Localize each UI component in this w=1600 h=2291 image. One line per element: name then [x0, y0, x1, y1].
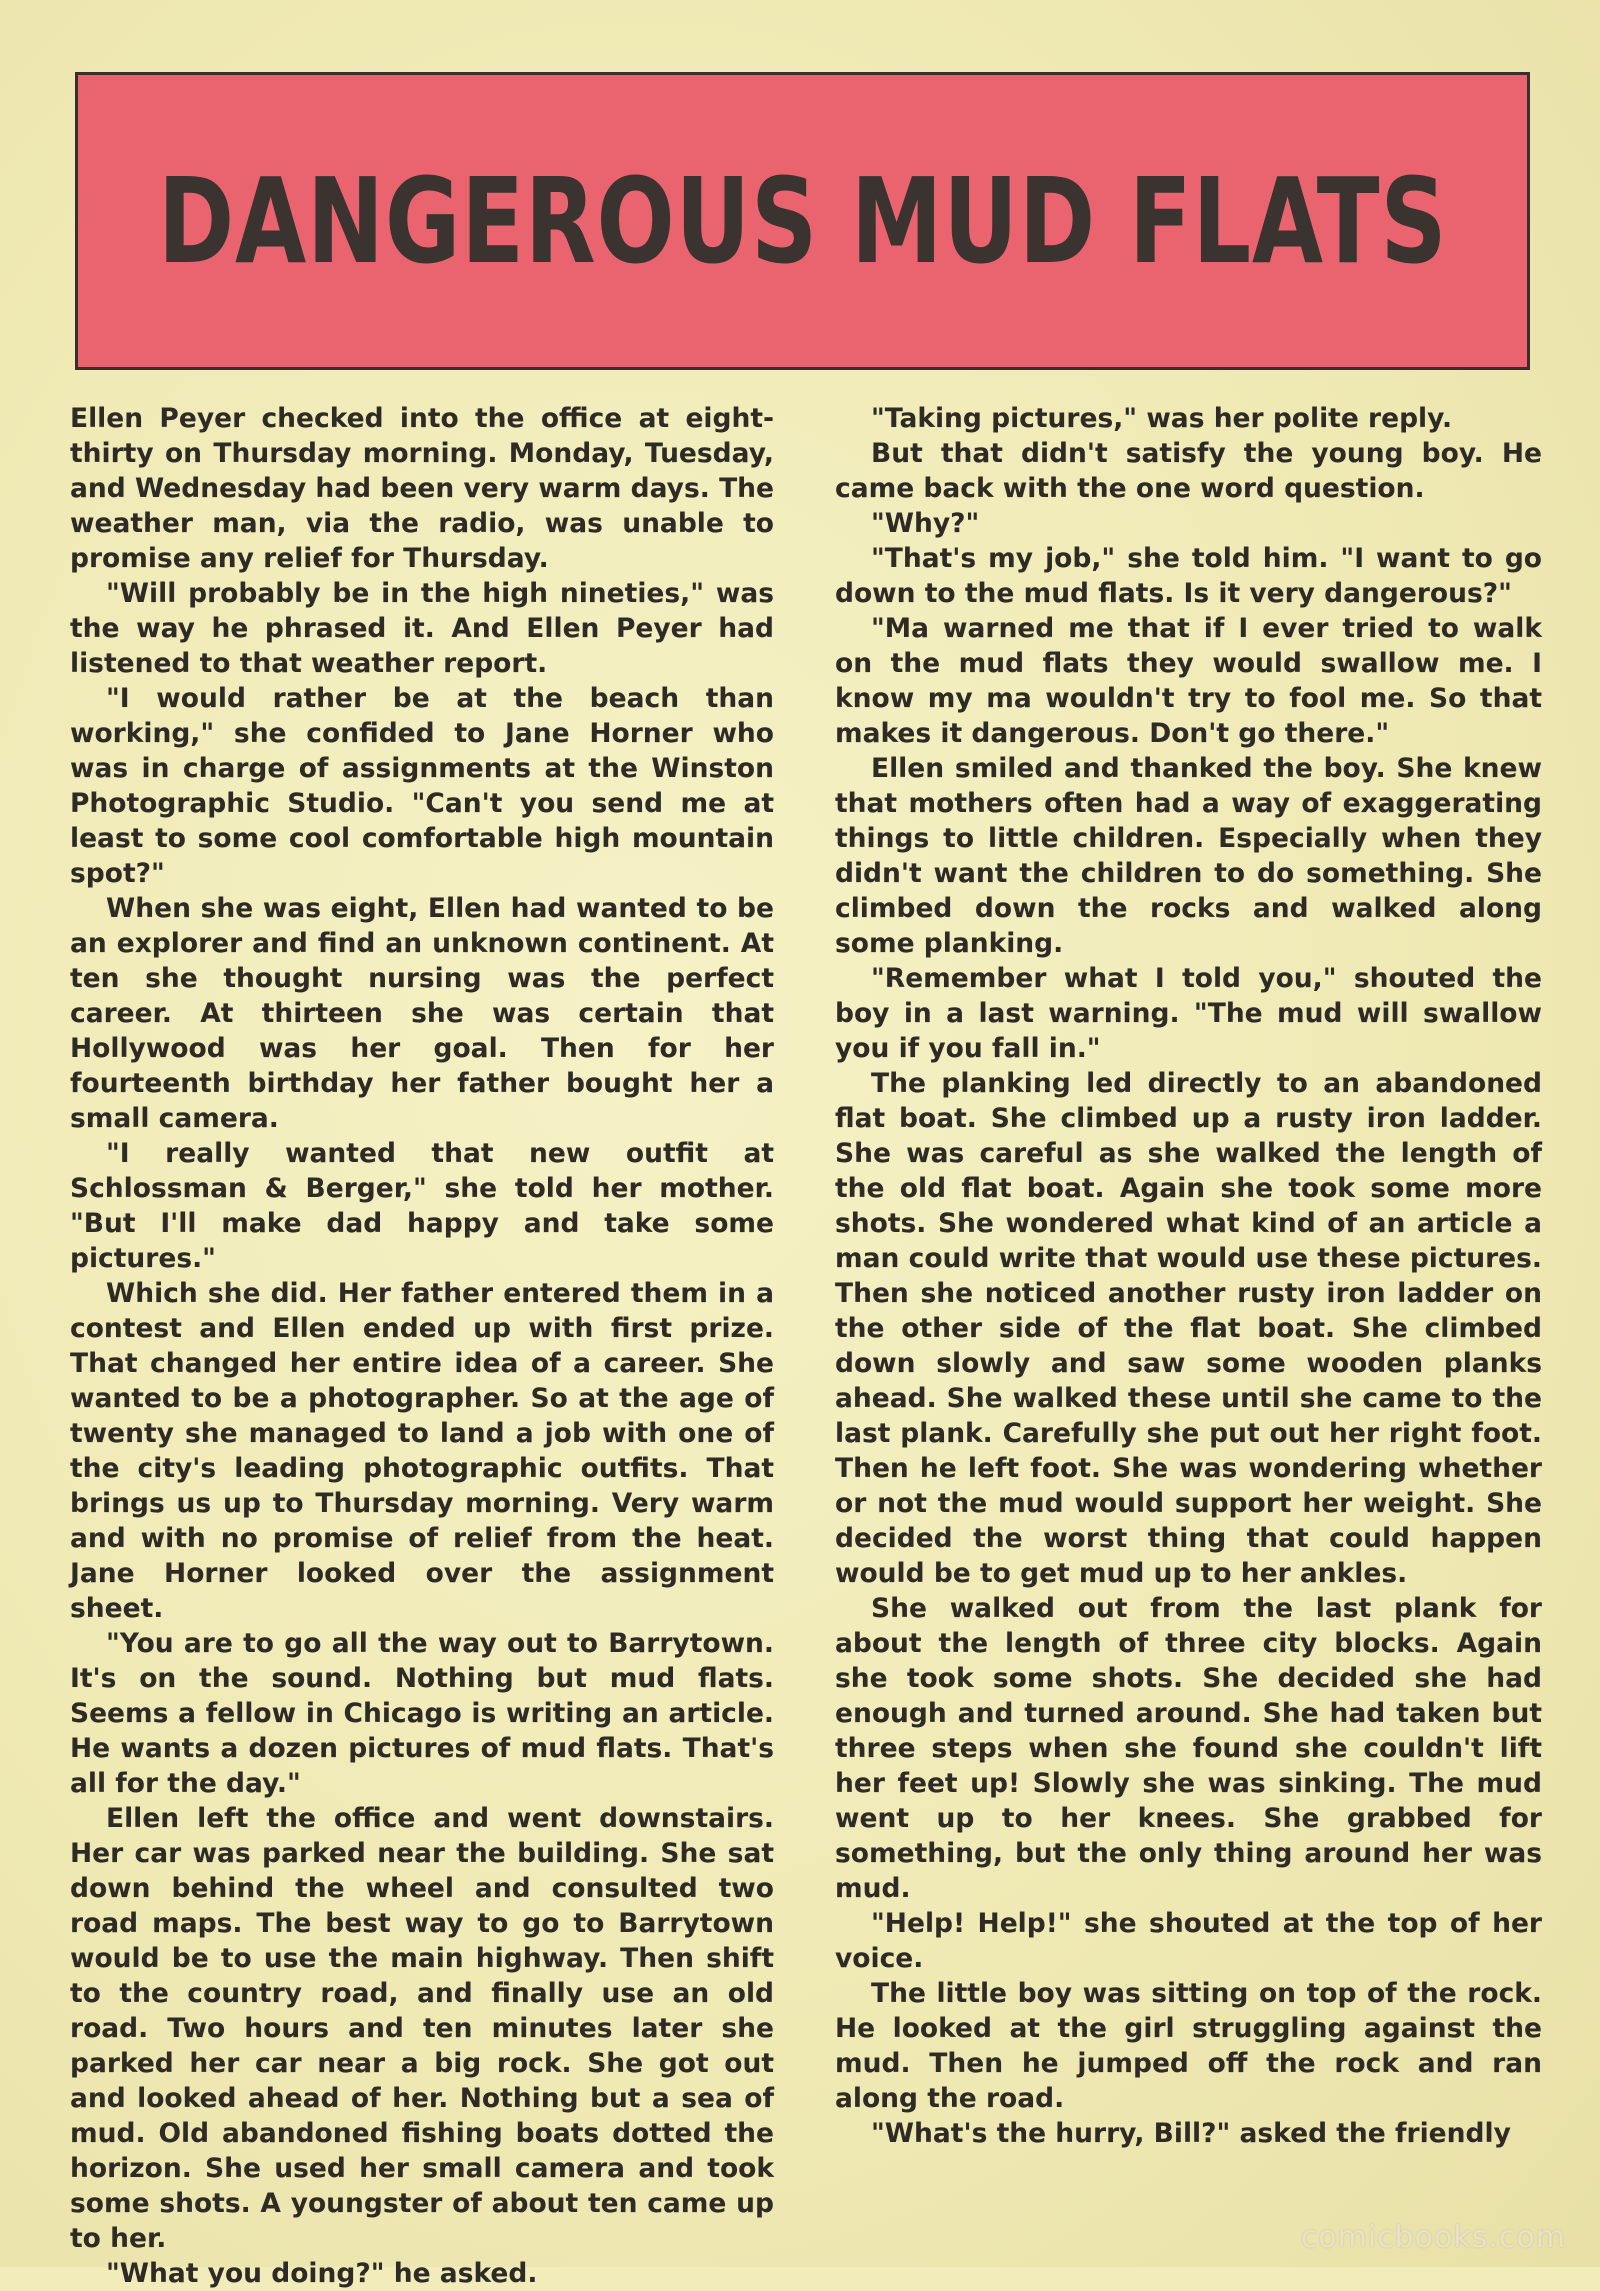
- paragraph: When she was eight, Ellen had wanted to be an explorer and find an unknown continent. At ten she thought nursing was the perfect career. At thirteen she was certain that Hollywood was her goal. Then for her fourteenth birthday her father bought her a small camera.: [70, 893, 774, 1134]
- paragraph: Ellen left the office and went downstairs. Her car was parked near the building. She sat down behind the wheel and consulted two road maps. The best way to go to Barrytown would be to use the main highway. Then shift to the country road, and finally use an old road. Two hours and ten minutes later she parked her car near a big rock. She got out and looked ahead of her. Nothing but a sea of mud. Old abandoned fishing boats dotted the horizon. She used her small camera and took some shots. A youngster of about ten came up to her.: [70, 1803, 774, 2254]
- paragraph: "Remember what I told you," shouted the boy in a last warning. "The mud will swallow you if you fall in.": [835, 963, 1542, 1064]
- paragraph: "What's the hurry, Bill?" asked the friendly: [871, 2118, 1511, 2149]
- paragraph: "That's my job," she told him. "I want to go down to the mud flats. Is it very dangerous?": [835, 543, 1542, 609]
- paragraph: "Will probably be in the high nineties," was the way he phrased it. And Ellen Peyer had listened to that weather report.: [70, 578, 774, 679]
- paragraph: The planking led directly to an abandoned flat boat. She climbed up a rusty iron ladder. She was careful as she walked the length of the old flat boat. Again she took some more shots. She wondered what kind of an article a man could write that would use these pictures. Then she noticed another rusty iron ladder on the other side of the flat boat. She climbed down slowly and saw some wooden planks ahead. She walked these until she came to the last plank. Carefully she put out her right foot. Then he left foot. She was wondering whether or not the mud would support her weight. She decided the worst thing that could happen would be to get mud up to her ankles.: [835, 1068, 1542, 1589]
- paragraph: "Ma warned me that if I ever tried to walk on the mud flats they would swallow me. I know my ma wouldn't try to fool me. So that makes it dangerous. Don't go there.": [835, 613, 1542, 749]
- paragraph: Which she did. Her father entered them in a contest and Ellen ended up with first prize. That changed her entire idea of a career. She wanted to be a photographer. So at the age of twenty she managed to land a job with one of the city's leading photographic outfits. That brings us up to Thursday morning. Very warm and with no promise of relief from the heat. Jane Horner looked over the assignment sheet.: [70, 1278, 774, 1624]
- paragraph: "You are to go all the way out to Barrytown. It's on the sound. Nothing but mud flats. Seems a fellow in Chicago is writing an article. He wants a dozen pictures of mud flats. That's all for the day.": [70, 1628, 774, 1799]
- left-column: [70, 401, 774, 2291]
- paragraph: She walked out from the last plank for about the length of three city blocks. Again she took some shots. She decided she had enough and turned around. She had taken but three steps when she found she couldn't lift her feet up! Slowly she was sinking. The mud went up to her knees. She grabbed for something, but the only thing around her was mud.: [835, 1593, 1542, 1904]
- paragraph: "I would rather be at the beach than working," she confided to Jane Horner who was in charge of assignments at the Winston Photographic Studio. "Can't you send me at least to some cool comfortable high mountain spot?": [70, 683, 774, 889]
- paragraph: "Taking pictures," was her polite reply.: [871, 403, 1453, 434]
- paragraph: "I really wanted that new outfit at Schlossman & Berger," she told her mother. "But I'll make dad happy and take some pictures.": [70, 1138, 774, 1274]
- paragraph: But that didn't satisfy the young boy. He came back with the one word question.: [835, 438, 1542, 504]
- right-column: [835, 401, 1542, 2151]
- paragraph: Ellen smiled and thanked the boy. She knew that mothers often had a way of exaggerating things to little children. Especially when they didn't want the children to do something. She climbed down the rocks and walked along some planking.: [835, 753, 1542, 959]
- paragraph: "Why?": [871, 508, 980, 539]
- paragraph: The little boy was sitting on top of the rock. He looked at the girl struggling against the mud. Then he jumped off the rock and ran along the road.: [835, 1978, 1542, 2114]
- paragraph: Ellen Peyer checked into the office at eight-thirty on Thursday morning. Monday, Tuesday, and Wednesday had been very warm days. The weather man, via the radio, was unable to promise any relief for Thursday.: [70, 403, 774, 574]
- paragraph: "What you doing?" he asked.: [106, 2258, 538, 2289]
- title-banner: [75, 72, 1530, 370]
- paragraph: "Help! Help!" she shouted at the top of her voice.: [835, 1908, 1542, 1974]
- watermark: comicbooks.com: [1300, 2220, 1566, 2255]
- story-title: DANGEROUS MUD FLATS: [157, 152, 1448, 290]
